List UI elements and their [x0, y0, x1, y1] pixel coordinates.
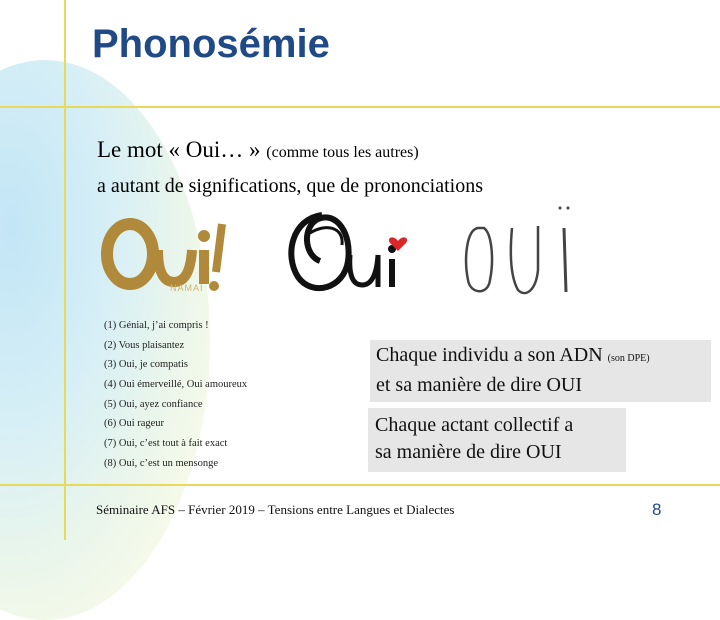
- dna-line-1: [376, 342, 711, 372]
- meaning-item: (2) Vous plaisantez: [104, 339, 185, 351]
- dna-note: (son DPE): [607, 353, 650, 364]
- oui-calligraphy-logo-icon: [282, 205, 412, 300]
- dna-line-2: et sa manière de dire OUI: [376, 374, 583, 396]
- intro-line-1: [97, 137, 419, 163]
- dna-box: [370, 340, 711, 402]
- logo-caption: NAMAI: [170, 283, 204, 293]
- collective-line-2: sa manière de dire OUI: [375, 441, 562, 463]
- oui-handwritten-icon: [460, 200, 580, 300]
- dna-main: Chaque individu a son ADN: [376, 344, 608, 366]
- intro-line-2: a autant de significations, que de prononciations: [97, 175, 484, 197]
- collective-line-1: Chaque actant collectif a: [375, 414, 574, 436]
- collective-box: [368, 408, 626, 472]
- meaning-item: (6) Oui rageur: [104, 418, 165, 430]
- meaning-item: (7) Oui, c’est tout à fait exact: [104, 438, 228, 450]
- meaning-item: (5) Oui, ayez confiance: [104, 398, 203, 410]
- page-number: 8: [652, 500, 662, 519]
- meaning-item: (4) Oui émerveillé, Oui amoureux: [104, 379, 248, 391]
- intro-main: Le mot « Oui… »: [97, 137, 267, 162]
- footer-rule: [0, 484, 720, 486]
- vertical-rule: [64, 0, 66, 540]
- intro-aside: (comme tous les autres): [266, 144, 419, 161]
- footer-text: Séminaire AFS – Février 2019 – Tensions entre Langues et Dialectes: [96, 502, 455, 517]
- meanings-list: [104, 320, 247, 478]
- meaning-item: (1) Génial, j’ai compris !: [104, 320, 209, 331]
- title-rule: [0, 106, 720, 108]
- slide-title: Phonosémie: [92, 22, 330, 66]
- meaning-item: (8) Oui, c’est un mensonge: [104, 457, 219, 469]
- meaning-item: (3) Oui, je compatis: [104, 359, 188, 371]
